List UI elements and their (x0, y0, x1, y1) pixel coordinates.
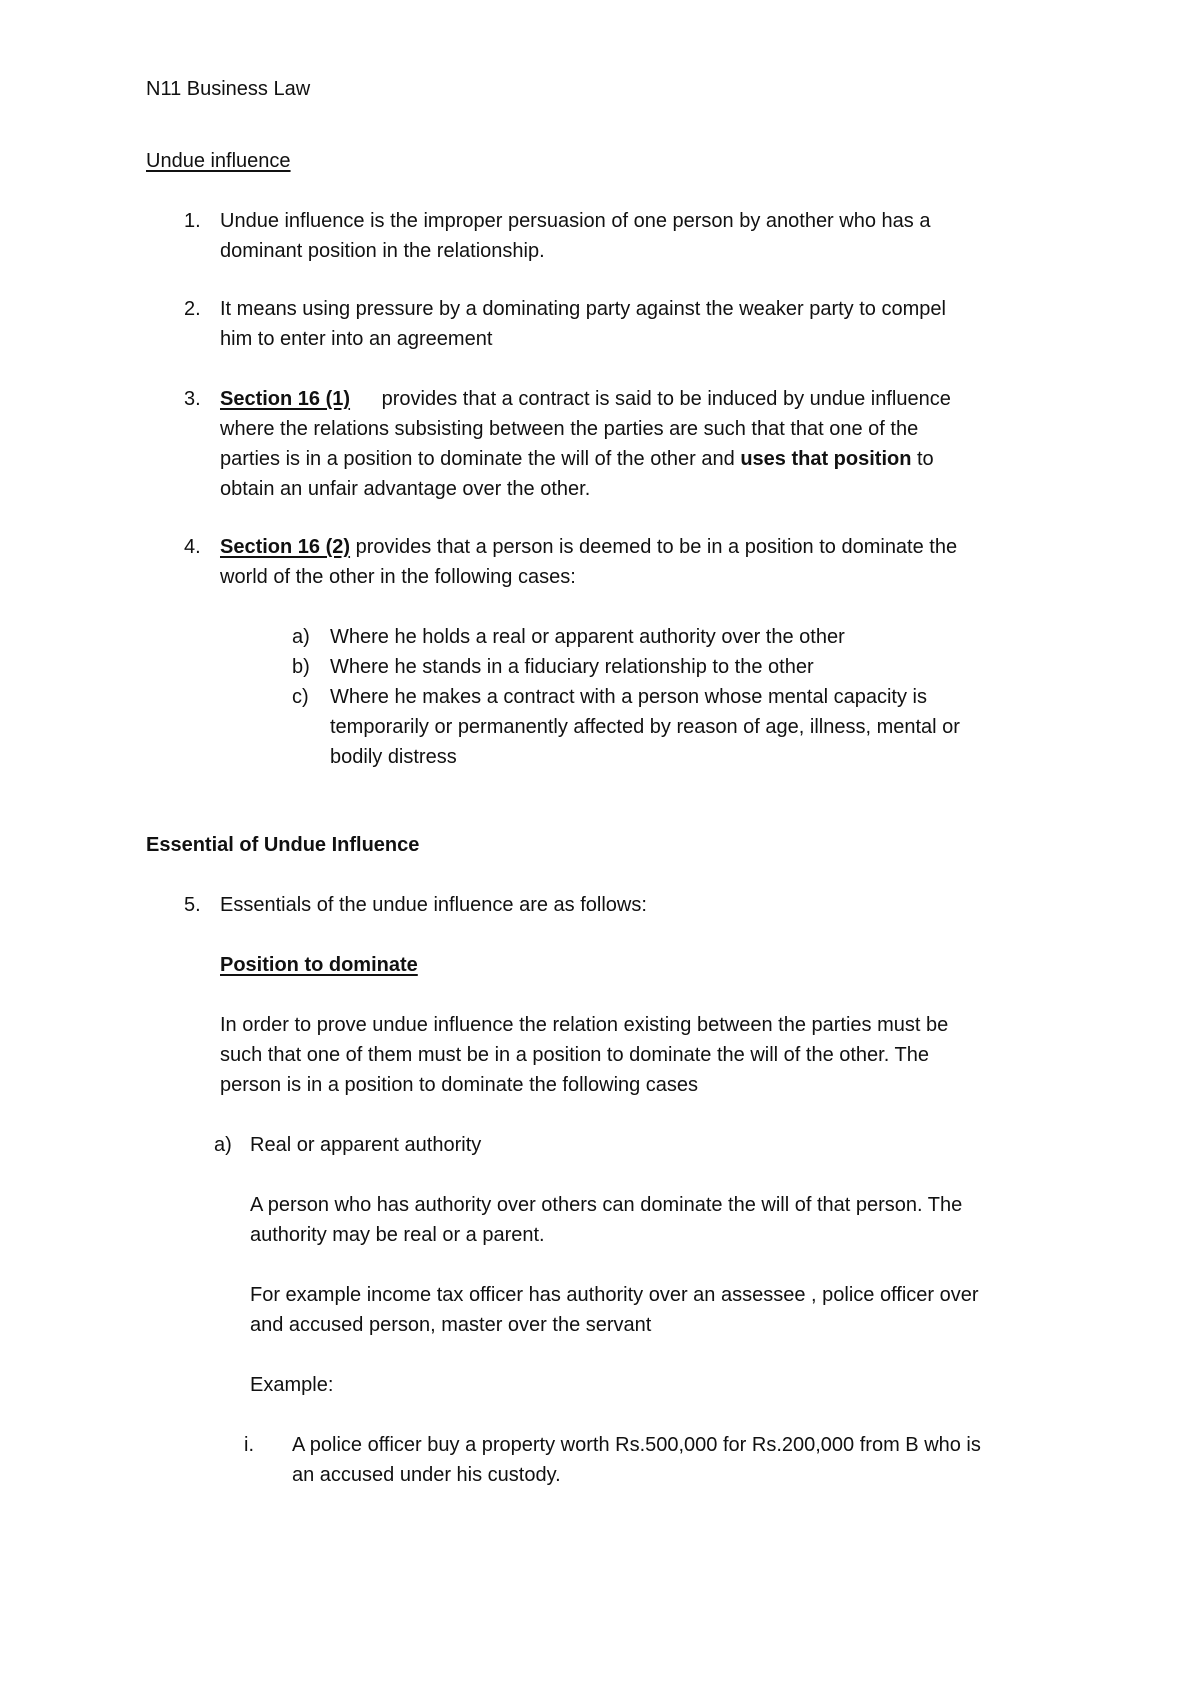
list-item-text: provides that a person is deemed to be in a position to dominate the (350, 536, 958, 558)
section-heading-undue-influence: Undue influence (146, 150, 291, 172)
example-label: Example: (250, 1374, 334, 1396)
sublist-marker: c) (292, 686, 309, 708)
list-item-text: It means using pressure by a dominating party against the weaker party to compel (220, 298, 946, 320)
list-item-text: parties is in a position to dominate the will of the other and (220, 448, 741, 470)
sublist-item-text: temporarily or permanently affected by reason of age, illness, mental or (330, 716, 960, 738)
sublist-item-text: Where he holds a real or apparent authority over the other (330, 626, 845, 648)
list-item-text: Essentials of the undue influence are as follows: (220, 894, 647, 916)
list-marker: 1. (184, 210, 201, 232)
section-reference: Section 16 (2) (220, 536, 351, 558)
list-marker: 3. (184, 388, 201, 410)
example-item-text: A police officer buy a property worth Rs.500,000 for Rs.200,000 from B who is (292, 1434, 981, 1456)
list-marker: 2. (184, 298, 201, 320)
emphasis-text: uses that position (740, 448, 912, 470)
sublist-marker: a) (214, 1134, 232, 1156)
list-item-text: where the relations subsisting between the parties are such that that one of the (220, 418, 919, 440)
document-title: N11 Business Law (146, 78, 311, 100)
subheading-position-to-dominate: Position to dominate (220, 954, 418, 976)
list-item-text: world of the other in the following cases: (220, 566, 576, 588)
paragraph-line: such that one of them must be in a position to dominate the will of the other. The (220, 1044, 929, 1066)
list-item-text: to (911, 448, 934, 470)
paragraph-line: authority may be real or a parent. (250, 1224, 545, 1246)
list-marker: 4. (184, 536, 201, 558)
paragraph-line: In order to prove undue influence the relation existing between the parties must be (220, 1014, 949, 1036)
roman-marker: i. (244, 1434, 254, 1456)
paragraph-line: A person who has authority over others can dominate the will of that person. The (250, 1194, 963, 1216)
list-marker: 5. (184, 894, 201, 916)
point-label: Real or apparent authority (250, 1134, 482, 1156)
example-item-text: an accused under his custody. (292, 1464, 561, 1486)
sublist-item-text: Where he makes a contract with a person whose mental capacity is (330, 686, 927, 708)
list-item-text: dominant position in the relationship. (220, 240, 545, 262)
list-item-text: obtain an unfair advantage over the other. (220, 478, 591, 500)
sublist-marker: b) (292, 656, 310, 678)
list-item-text: provides that a contract is said to be induced by undue influence (381, 388, 951, 410)
sublist-marker: a) (292, 626, 310, 648)
paragraph-line: and accused person, master over the servant (250, 1314, 652, 1336)
sublist-item-text: bodily distress (330, 746, 457, 768)
list-item-text: him to enter into an agreement (220, 328, 493, 350)
paragraph-line: person is in a position to dominate the following cases (220, 1074, 699, 1096)
sublist-item-text: Where he stands in a fiduciary relationship to the other (330, 656, 814, 678)
section-heading-essentials: Essential of Undue Influence (146, 834, 420, 856)
paragraph-line: For example income tax officer has authority over an assessee , police officer over (250, 1284, 979, 1306)
section-reference: Section 16 (1) (220, 388, 351, 410)
list-item-text: Undue influence is the improper persuasion of one person by another who has a (220, 210, 931, 232)
